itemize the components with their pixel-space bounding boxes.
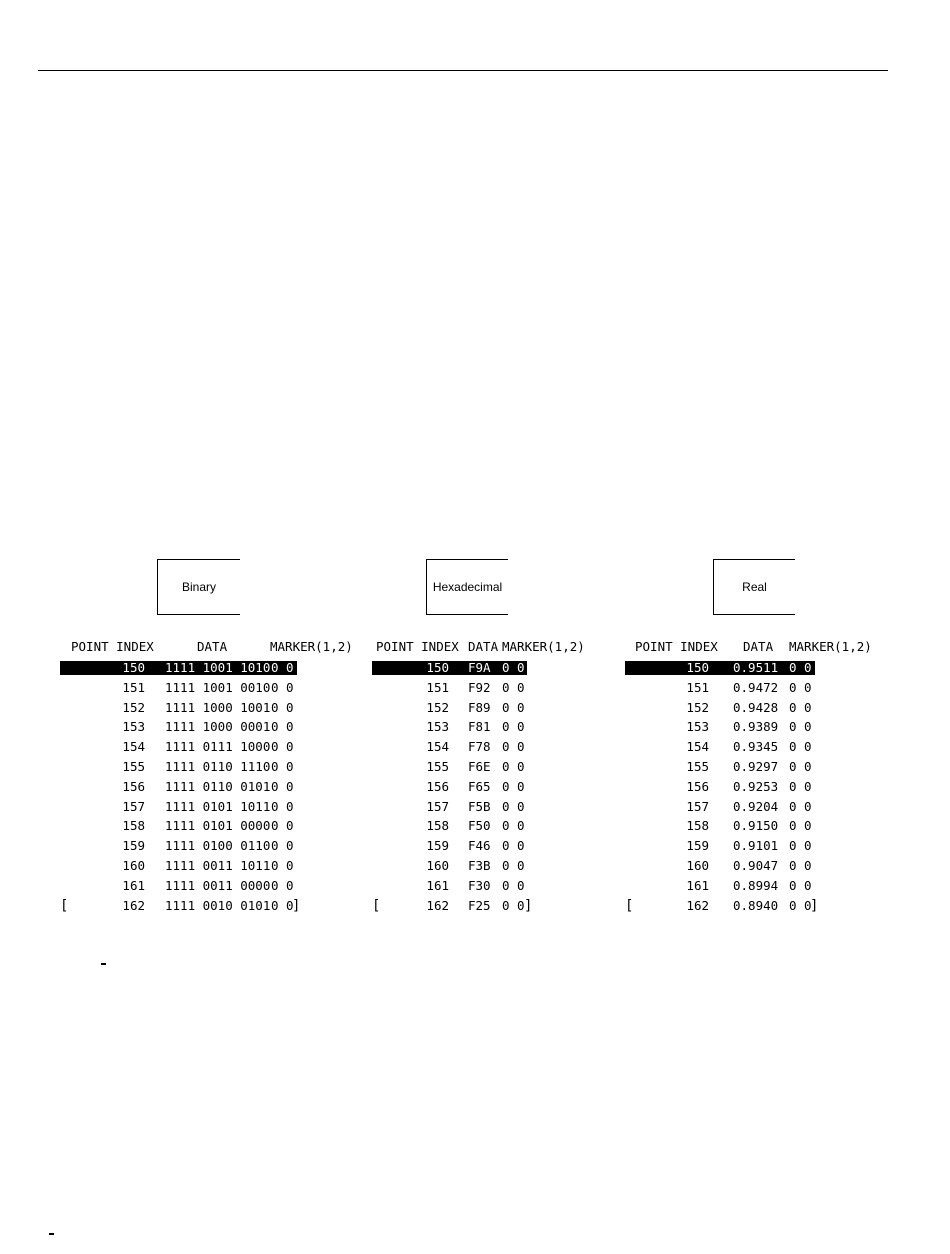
point-index-cell: 151 xyxy=(686,679,709,695)
point-index-cell: 159 xyxy=(426,838,449,854)
table-row[interactable] xyxy=(625,779,875,795)
open-bracket: [ xyxy=(60,897,69,914)
point-index-cell: 161 xyxy=(122,877,145,893)
data-cell: F5B xyxy=(468,798,491,814)
marker-cell: 0 0 xyxy=(789,798,812,814)
header-data: DATA xyxy=(743,639,774,654)
header-point-index: POINT INDEX xyxy=(635,639,718,654)
table-row[interactable] xyxy=(372,858,592,874)
point-index-cell: 157 xyxy=(122,798,145,814)
data-cell: 0.9345 xyxy=(733,739,779,755)
data-cell: 1111 0110 0101 xyxy=(165,778,271,794)
close-bracket: ] xyxy=(524,897,533,914)
table-row[interactable] xyxy=(60,700,360,716)
data-cell: 0.9204 xyxy=(733,798,779,814)
marker-cell: 0 0 xyxy=(271,778,294,794)
data-cell: F81 xyxy=(468,719,491,735)
table-row[interactable] xyxy=(372,759,592,775)
point-index-cell: 155 xyxy=(686,759,709,774)
point-index-cell: 160 xyxy=(426,858,449,873)
data-cell: 0.9472 xyxy=(733,679,779,695)
dash-mark xyxy=(101,963,106,965)
marker-cell: 0 0 xyxy=(271,699,294,715)
data-cell: 0.9101 xyxy=(733,838,779,854)
marker-cell: 0 0 xyxy=(789,897,812,913)
data-cell: 1111 0101 0000 xyxy=(165,818,271,834)
data-cell: F89 xyxy=(468,699,491,715)
real-label: Real xyxy=(742,580,767,594)
data-cell: 0.9428 xyxy=(733,699,779,715)
point-index-cell: 154 xyxy=(426,739,449,755)
real-label-box xyxy=(713,559,795,615)
marker-cell: 0 0 xyxy=(502,858,525,873)
header-marker: MARKER(1,2) xyxy=(502,639,585,654)
table-row[interactable] xyxy=(625,878,875,894)
data-cell: 1111 0110 1110 xyxy=(165,759,271,774)
point-index-cell: 156 xyxy=(426,778,449,794)
table-row[interactable] xyxy=(625,818,875,834)
table-row[interactable] xyxy=(625,700,875,716)
point-index-cell: 162 xyxy=(122,897,145,913)
data-cell: F25 xyxy=(468,897,491,913)
marker-cell: 0 0 xyxy=(502,739,525,755)
marker-cell: 0 0 xyxy=(271,858,294,873)
table-row[interactable] xyxy=(372,898,592,914)
point-index-cell: 158 xyxy=(686,818,709,834)
data-cell: 1111 0011 0000 xyxy=(165,877,271,893)
marker-cell: 0 0 xyxy=(789,719,812,735)
data-cell: 1111 1000 0001 xyxy=(165,719,271,735)
point-index-cell: 151 xyxy=(122,679,145,695)
data-cell: 1111 0101 1011 xyxy=(165,798,271,814)
point-index-cell: 151 xyxy=(426,679,449,695)
table-row[interactable] xyxy=(372,719,592,735)
table-row-selected[interactable] xyxy=(60,660,360,676)
marker-cell: 0 0 xyxy=(502,660,525,675)
point-index-cell: 150 xyxy=(426,660,449,675)
table-row[interactable] xyxy=(372,779,592,795)
point-index-cell: 162 xyxy=(426,897,449,913)
data-cell: 1111 1001 0010 xyxy=(165,679,271,695)
header-marker: MARKER(1,2) xyxy=(270,639,353,654)
point-index-cell: 160 xyxy=(686,858,709,873)
marker-cell: 0 0 xyxy=(789,699,812,715)
data-cell: 0.9297 xyxy=(733,759,779,774)
data-cell: 0.9253 xyxy=(733,778,779,794)
marker-cell: 0 0 xyxy=(502,719,525,735)
close-bracket: ] xyxy=(292,897,301,914)
header-point-index: POINT INDEX xyxy=(376,639,459,654)
table-row[interactable] xyxy=(60,779,360,795)
marker-cell: 0 0 xyxy=(271,877,294,893)
point-index-cell: 157 xyxy=(686,798,709,814)
marker-cell: 0 0 xyxy=(271,719,294,735)
data-cell: 1111 1000 1001 xyxy=(165,699,271,715)
header-data: DATA xyxy=(197,639,228,654)
point-index-cell: 152 xyxy=(122,699,145,715)
header-point-index: POINT INDEX xyxy=(71,639,154,654)
table-row[interactable] xyxy=(372,739,592,755)
point-index-cell: 156 xyxy=(122,778,145,794)
marker-cell: 0 0 xyxy=(789,759,812,774)
table-row[interactable] xyxy=(625,799,875,815)
data-cell: F9A xyxy=(468,660,491,675)
table-row[interactable] xyxy=(60,719,360,735)
point-index-cell: 161 xyxy=(426,877,449,893)
point-index-cell: 158 xyxy=(122,818,145,834)
marker-cell: 0 0 xyxy=(789,838,812,854)
table-row-selected[interactable] xyxy=(372,660,592,676)
table-row[interactable] xyxy=(625,838,875,854)
data-cell: 0.9047 xyxy=(733,858,779,873)
table-row[interactable] xyxy=(625,719,875,735)
marker-cell: 0 0 xyxy=(271,897,294,913)
table-row[interactable] xyxy=(372,838,592,854)
table-row[interactable] xyxy=(60,759,360,775)
top-rule xyxy=(38,70,888,71)
data-cell: F78 xyxy=(468,739,491,755)
marker-cell: 0 0 xyxy=(502,838,525,854)
marker-cell: 0 0 xyxy=(789,858,812,873)
open-bracket: [ xyxy=(372,897,381,914)
point-index-cell: 159 xyxy=(122,838,145,854)
marker-cell: 0 0 xyxy=(502,778,525,794)
point-index-cell: 150 xyxy=(686,660,709,675)
point-index-cell: 158 xyxy=(426,818,449,834)
data-cell: 1111 0010 0101 xyxy=(165,897,271,913)
marker-cell: 0 0 xyxy=(271,818,294,834)
point-index-cell: 154 xyxy=(686,739,709,755)
marker-cell: 0 0 xyxy=(502,798,525,814)
marker-cell: 0 0 xyxy=(502,699,525,715)
binary-label-box xyxy=(157,559,240,615)
point-index-cell: 152 xyxy=(426,699,449,715)
data-cell: 1111 0011 1011 xyxy=(165,858,271,873)
table-row[interactable] xyxy=(372,700,592,716)
point-index-cell: 162 xyxy=(686,897,709,913)
table-row[interactable] xyxy=(625,759,875,775)
point-index-cell: 153 xyxy=(686,719,709,735)
table-row[interactable] xyxy=(60,739,360,755)
point-index-cell: 153 xyxy=(426,719,449,735)
table-row[interactable] xyxy=(60,818,360,834)
point-index-cell: 160 xyxy=(122,858,145,873)
marker-cell: 0 0 xyxy=(502,759,525,774)
marker-cell: 0 0 xyxy=(789,739,812,755)
marker-cell: 0 0 xyxy=(502,897,525,913)
table-row[interactable] xyxy=(625,739,875,755)
marker-cell: 0 0 xyxy=(271,739,294,755)
hexadecimal-label-box xyxy=(426,559,508,615)
marker-cell: 0 0 xyxy=(271,838,294,854)
data-cell: 1111 0100 0110 xyxy=(165,838,271,854)
data-cell: F65 xyxy=(468,778,491,794)
table-row[interactable] xyxy=(372,818,592,834)
marker-cell: 0 0 xyxy=(271,679,294,695)
data-cell: 0.8940 xyxy=(733,897,779,913)
data-cell: 0.9150 xyxy=(733,818,779,834)
point-index-cell: 150 xyxy=(122,660,145,675)
marker-cell: 0 0 xyxy=(502,877,525,893)
table-row[interactable] xyxy=(60,878,360,894)
data-cell: F3B xyxy=(468,858,491,873)
table-row[interactable] xyxy=(60,858,360,874)
marker-cell: 0 0 xyxy=(789,660,812,675)
marker-cell: 0 0 xyxy=(502,818,525,834)
data-cell: F50 xyxy=(468,818,491,834)
data-cell: F92 xyxy=(468,679,491,695)
point-index-cell: 154 xyxy=(122,739,145,755)
marker-cell: 0 0 xyxy=(789,778,812,794)
marker-cell: 0 0 xyxy=(271,798,294,814)
data-cell: F30 xyxy=(468,877,491,893)
close-bracket: ] xyxy=(810,897,819,914)
data-cell: 1111 0111 1000 xyxy=(165,739,271,755)
table-row[interactable] xyxy=(60,838,360,854)
table-row[interactable] xyxy=(372,878,592,894)
table-row[interactable] xyxy=(625,898,875,914)
data-cell: 1111 1001 1010 xyxy=(165,660,271,675)
point-index-cell: 161 xyxy=(686,877,709,893)
marker-cell: 0 0 xyxy=(502,679,525,695)
data-cell: F46 xyxy=(468,838,491,854)
data-cell: 0.8994 xyxy=(733,877,779,893)
point-index-cell: 157 xyxy=(426,798,449,814)
table-row[interactable] xyxy=(625,858,875,874)
table-row-selected[interactable] xyxy=(625,660,875,676)
table-row[interactable] xyxy=(60,799,360,815)
point-index-cell: 152 xyxy=(686,699,709,715)
dash-mark xyxy=(49,1233,54,1235)
table-row[interactable] xyxy=(60,680,360,696)
point-index-cell: 159 xyxy=(686,838,709,854)
binary-label: Binary xyxy=(181,580,216,594)
marker-cell: 0 0 xyxy=(271,759,294,774)
table-row[interactable] xyxy=(372,680,592,696)
data-cell: F6E xyxy=(468,759,491,774)
header-marker: MARKER(1,2) xyxy=(789,639,872,654)
point-index-cell: 155 xyxy=(426,759,449,774)
point-index-cell: 156 xyxy=(686,778,709,794)
marker-cell: 0 0 xyxy=(789,679,812,695)
header-data: DATA xyxy=(468,639,499,654)
open-bracket: [ xyxy=(625,897,634,914)
point-index-cell: 153 xyxy=(122,719,145,735)
data-cell: 0.9389 xyxy=(733,719,779,735)
point-index-cell: 155 xyxy=(122,759,145,774)
table-row[interactable] xyxy=(625,680,875,696)
marker-cell: 0 0 xyxy=(789,818,812,834)
data-cell: 0.9511 xyxy=(733,660,779,675)
table-row[interactable] xyxy=(372,799,592,815)
table-row[interactable] xyxy=(60,898,360,914)
marker-cell: 0 0 xyxy=(271,660,294,675)
marker-cell: 0 0 xyxy=(789,877,812,893)
hexadecimal-label: Hexadecimal xyxy=(432,580,503,594)
